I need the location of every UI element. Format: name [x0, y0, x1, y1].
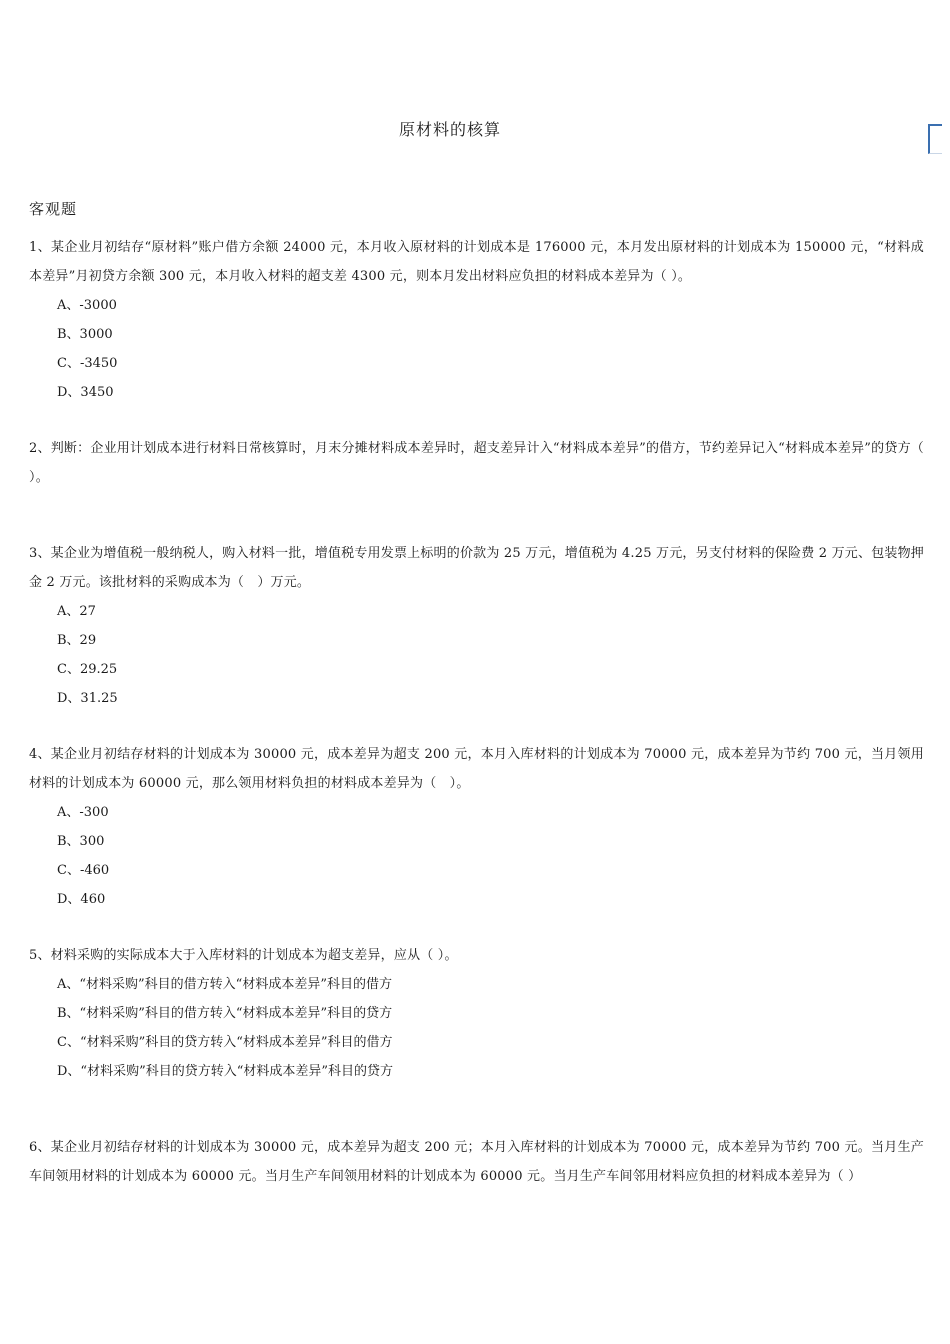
section-heading: 客观题	[29, 200, 78, 218]
option-c: C、-460	[57, 863, 110, 878]
question-5-options	[57, 970, 393, 1086]
question-4-options	[57, 798, 109, 914]
option-b: B、29	[57, 633, 97, 648]
option-c: C、“材料采购”科目的贷方转入“材料成本差异”科目的借方	[57, 1035, 393, 1050]
page-edge-marker	[928, 124, 942, 154]
question-5: 5、材料采购的实际成本大于入库材料的计划成本为超支差异，应从（ ）。	[29, 948, 458, 963]
option-a: A、“材料采购”科目的借方转入“材料成本差异”科目的借方	[57, 977, 392, 992]
option-d: D、3450	[57, 385, 114, 400]
question-3-options	[57, 597, 118, 713]
option-c: C、-3450	[57, 356, 118, 371]
page-title: 原材料的核算	[398, 120, 501, 139]
question-3: 3、某企业为增值税一般纳税人，购入材料一批，增值税专用发票上标明的价款为 25 万元，增值税为 4.25 万元，另支付材料的保险费 2 万元、包装物押金 2 万元。该批材料的采购成本为（ ）万元。	[29, 546, 924, 590]
option-c: C、29.25	[57, 662, 118, 677]
option-b: B、300	[57, 834, 105, 849]
question-2: 2、判断：企业用计划成本进行材料日常核算时，月末分摊材料成本差异时，超支差异计入“材料成本差异”的借方，节约差异记入“材料成本差异”的贷方（ ）。	[29, 441, 924, 485]
question-4: 4、某企业月初结存材料的计划成本为 30000 元，成本差异为超支 200 元，本月入库材料的计划成本为 70000 元，成本差异为节约 700 元，当月领用材料的计划成本为 60000 元，那么领用材料负担的材料成本差异为（ ）。	[29, 747, 924, 791]
option-d: D、460	[57, 892, 106, 907]
question-1-options	[57, 291, 117, 407]
option-a: A、-300	[57, 805, 109, 820]
option-d: D、31.25	[57, 691, 118, 706]
option-b: B、3000	[57, 327, 113, 342]
question-1: 1、某企业月初结存“原材料”账户借方余额 24000 元，本月收入原材料的计划成本是 176000 元，本月发出原材料的计划成本为 150000 元，“材料成本差异”月初贷方余额 300 元，本月收入材料的超支差 4300 元，则本月发出材料应负担的材料成本差异为（ ）。	[29, 240, 924, 284]
option-a: A、-3000	[57, 298, 117, 313]
option-d: D、“材料采购”科目的贷方转入“材料成本差异”科目的贷方	[57, 1064, 394, 1079]
option-a: A、27	[57, 604, 96, 619]
question-6: 6、某企业月初结存材料的计划成本为 30000 元，成本差异为超支 200 元；本月入库材料的计划成本为 70000 元，成本差异为节约 700 元。当月生产车间领用材料的计划成本为 60000 元。当月生产车间领用材料的计划成本为 60000 元。当月生产车间邻用材料应负担的材料成本差异为（ ）	[29, 1140, 924, 1184]
option-b: B、“材料采购”科目的借方转入“材料成本差异”科目的贷方	[57, 1006, 393, 1021]
